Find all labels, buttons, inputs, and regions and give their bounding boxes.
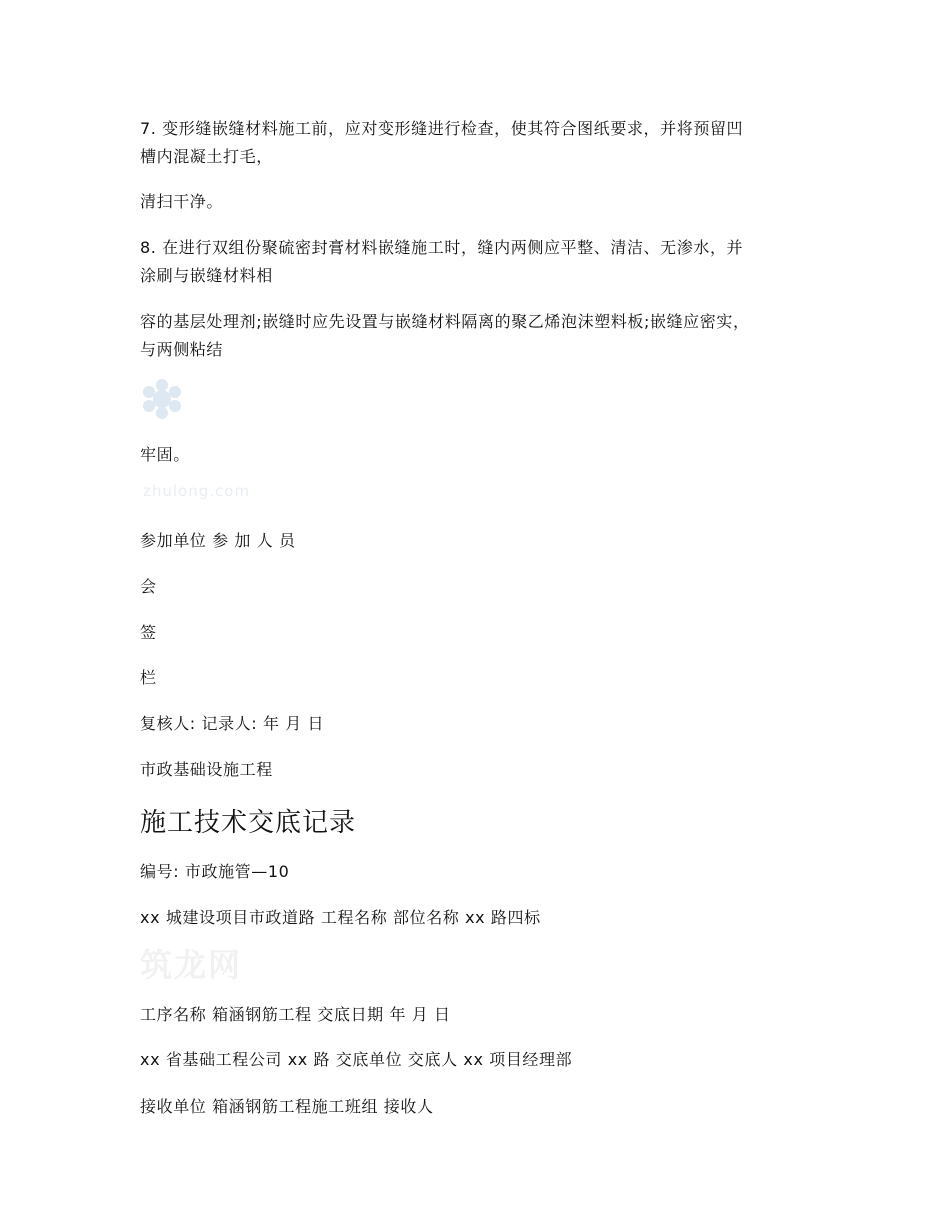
company-line: xx 省基础工程公司 xx 路 交底单位 交底人 xx 项目经理部 — [140, 1050, 573, 1069]
paragraph-8-line-3: 容的基层处理剂;嵌缝时应先设置与嵌缝材料隔离的聚乙烯泡沫塑料板;嵌缝应密实， — [140, 312, 750, 331]
reviewer-line: 复核人: 记录人: 年 月 日 — [140, 714, 325, 733]
project-line: xx 城建设项目市政道路 工程名称 部位名称 xx 路四标 — [140, 908, 541, 927]
record-title: 施工技术交底记录 — [140, 808, 357, 838]
paragraph-7-line-2: 槽内混凝土打毛， — [140, 147, 273, 166]
watermark-site-text: zhulong.com — [143, 482, 251, 500]
paragraph-8-line-2: 涂刷与嵌缝材料相 — [140, 266, 273, 285]
signature-char-1: 会 — [140, 577, 157, 596]
record-number: 编号: 市政施管—10 — [140, 862, 290, 881]
watermark-snowflake-icon — [140, 378, 184, 420]
paragraph-8-line-1: 8. 在进行双组份聚硫密封膏材料嵌缝施工时，缝内两侧应平整、清洁、无渗水，并 — [140, 238, 744, 257]
process-line: 工序名称 箱涵钢筋工程 交底日期 年 月 日 — [140, 1005, 451, 1024]
participants-line: 参加单位 参 加 人 员 — [140, 531, 296, 550]
paragraph-7-line-3: 清扫干净。 — [140, 192, 224, 211]
signature-char-2: 签 — [140, 623, 157, 642]
signature-char-3: 栏 — [140, 668, 157, 687]
paragraph-7-line-1: 7. 变形缝嵌缝材料施工前，应对变形缝进行检查，使其符合图纸要求，并将预留凹 — [140, 119, 744, 138]
watermark-logo: 筑龙网 — [140, 946, 243, 984]
record-category: 市政基础设施工程 — [140, 760, 273, 779]
paragraph-8-line-5: 牢固。 — [140, 445, 190, 464]
receiver-line: 接收单位 箱涵钢筋工程施工班组 接收人 — [140, 1097, 434, 1116]
paragraph-8-line-4: 与两侧粘结 — [140, 340, 224, 359]
